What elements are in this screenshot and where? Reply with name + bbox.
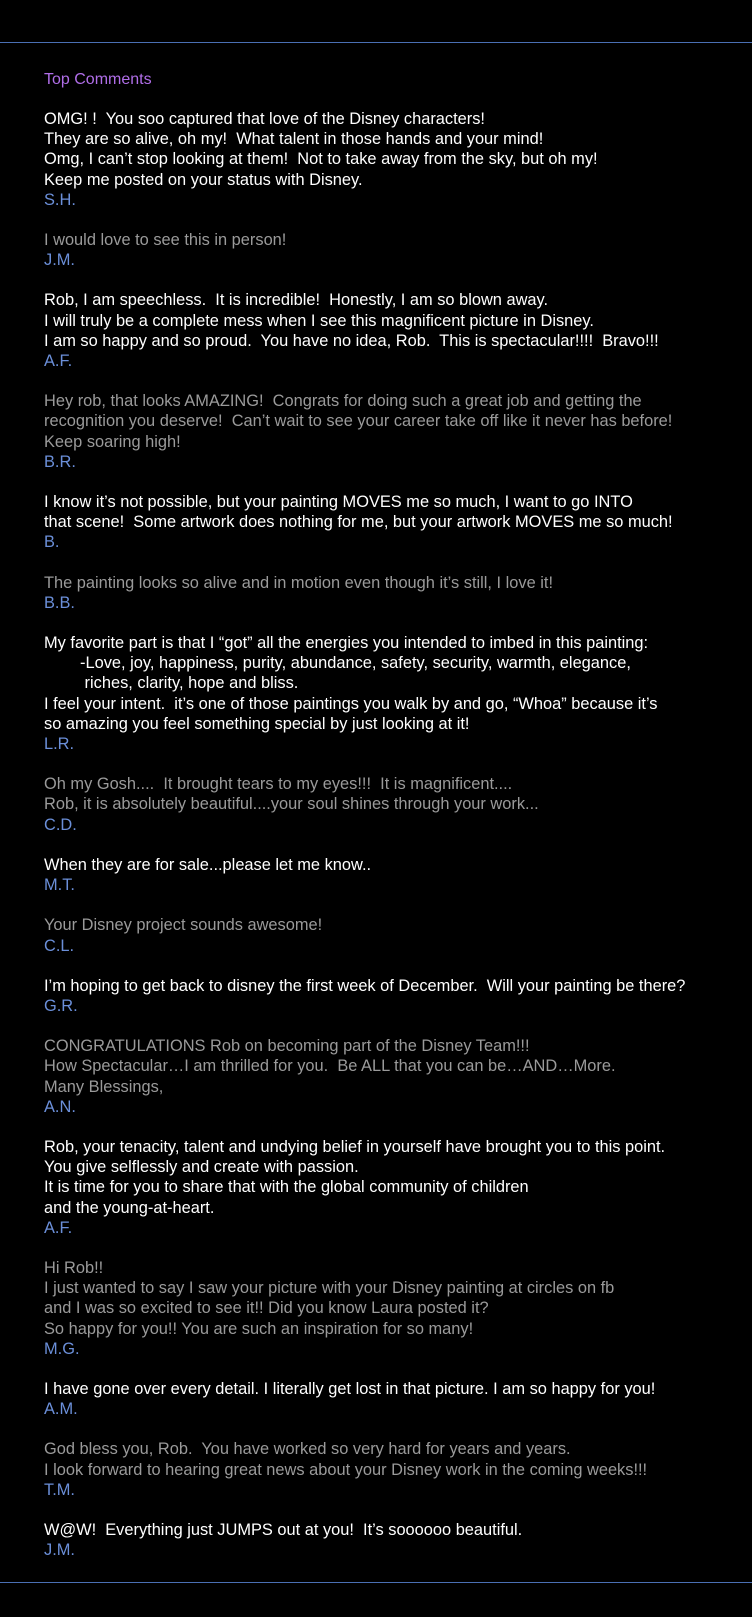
comment-author: A.N. — [44, 1097, 76, 1116]
comment-text-line: You give selflessly and create with passion. — [44, 1158, 359, 1177]
comment-author: J.M. — [44, 1541, 75, 1560]
comment-author: T.M. — [44, 1480, 75, 1499]
comment-item — [44, 915, 749, 955]
comment-text-line: Rob, your tenacity, talent and undying belief in yourself have brought you to this point. — [44, 1137, 666, 1156]
comment-text-line: I would love to see this in person! — [44, 231, 287, 250]
comment-text-line: I just wanted to say I saw your picture with your Disney painting at circles on fb — [44, 1279, 615, 1298]
comment-text-line: Oh my Gosh.... It brought tears to my eyes!!! It is magnificent.... — [44, 775, 513, 794]
comment-item — [44, 855, 749, 895]
bottom-divider — [0, 1582, 752, 1583]
comments-list — [44, 109, 749, 1580]
comment-item — [44, 1137, 749, 1238]
section-heading: Top Comments — [44, 71, 152, 88]
comment-text-line: I am so happy and so proud. You have no idea, Rob. This is spectacular!!!! Bravo!!! — [44, 331, 659, 350]
comment-text-line: -Love, joy, happiness, purity, abundance, safety, security, warmth, elegance, — [80, 654, 631, 673]
comment-author: C.D. — [44, 815, 77, 834]
comment-text-line: riches, clarity, hope and bliss. — [80, 674, 299, 693]
comment-item — [44, 492, 749, 553]
comment-text-line: Keep me posted on your status with Disney. — [44, 170, 363, 189]
comment-text-line: I know it’s not possible, but your painting MOVES me so much, I want to go INTO — [44, 493, 633, 512]
comment-text-line: CONGRATULATIONS Rob on becoming part of the Disney Team!!! — [44, 1037, 530, 1056]
comment-text-line: When they are for sale...please let me know.. — [44, 855, 372, 874]
comment-author: M.T. — [44, 876, 75, 895]
comment-text-line: How Spectacular…I am thrilled for you. Be ALL that you can be…AND…More. — [44, 1057, 616, 1076]
comment-text-line: I will truly be a complete mess when I see this magnificent picture in Disney. — [44, 311, 594, 330]
comment-author: L.R. — [44, 735, 75, 754]
comment-author: S.H. — [44, 190, 76, 209]
comment-text-line: Rob, it is absolutely beautiful....your soul shines through your work... — [44, 795, 539, 814]
comment-item — [44, 1258, 749, 1359]
comment-text-line: Many Blessings, — [44, 1077, 164, 1096]
comment-author: A.F. — [44, 1218, 73, 1237]
comment-text-line: OMG! ! You soo captured that love of the Disney characters! — [44, 110, 485, 128]
comment-item — [44, 1439, 749, 1500]
comment-text-line: so amazing you feel something special by just looking at it! — [44, 714, 470, 733]
comment-author: M.G. — [44, 1339, 80, 1358]
comment-text-line: My favorite part is that I “got” all the energies you intended to imbed in this painting: — [44, 634, 649, 653]
comment-text-line: Keep soaring high! — [44, 432, 181, 451]
comment-item — [44, 633, 749, 754]
comment-text-line: Hi Rob!! — [44, 1258, 104, 1277]
comment-text-line: Hey rob, that looks AMAZING! Congrats for doing such a great job and getting the — [44, 392, 642, 411]
comment-text-line: I feel your intent. it’s one of those paintings you walk by and go, “Whoa” because it’s — [44, 694, 658, 713]
comment-item — [44, 1379, 749, 1419]
comment-author: B.R. — [44, 452, 76, 471]
comment-item — [44, 230, 749, 270]
comment-item — [44, 1036, 749, 1117]
comment-text-line: I’m hoping to get back to disney the first week of December. Will your painting be there? — [44, 976, 686, 995]
comment-item — [44, 976, 749, 1016]
comment-text-line: and the young-at-heart. — [44, 1198, 215, 1217]
comment-author: B. — [44, 533, 60, 552]
comment-text-line: God bless you, Rob. You have worked so very hard for years and years. — [44, 1440, 571, 1459]
comment-item — [44, 1520, 749, 1560]
comment-author: B.B. — [44, 593, 75, 612]
comment-author: A.F. — [44, 352, 73, 371]
comment-text-line: They are so alive, oh my! What talent in those hands and your mind! — [44, 130, 544, 149]
comment-text-line: I have gone over every detail. I literally get lost in that picture. I am so happy for you! — [44, 1379, 656, 1398]
comment-item — [44, 774, 749, 835]
comment-item — [44, 290, 749, 371]
comment-text-line: So happy for you!! You are such an inspiration for so many! — [44, 1319, 474, 1338]
top-divider — [0, 42, 752, 43]
comment-text-line: W@W! Everything just JUMPS out at you! It’s soooooo beautiful. — [44, 1520, 523, 1539]
comment-author: C.L. — [44, 936, 75, 955]
comment-author: A.M. — [44, 1400, 78, 1419]
comment-author: J.M. — [44, 251, 75, 270]
comment-text-line: that scene! Some artwork does nothing for me, but your artwork MOVES me so much! — [44, 513, 673, 532]
comment-item — [44, 391, 749, 472]
comment-text-line: I look forward to hearing great news about your Disney work in the coming weeks!!! — [44, 1460, 648, 1479]
comment-text-line: and I was so excited to see it!! Did you know Laura posted it? — [44, 1299, 489, 1318]
comment-text-line: Rob, I am speechless. It is incredible! Honestly, I am so blown away. — [44, 291, 549, 310]
comment-text-line: It is time for you to share that with the global community of children — [44, 1178, 529, 1197]
comment-text-line: Your Disney project sounds awesome! — [44, 916, 323, 935]
comment-text-line: recognition you deserve! Can’t wait to see your career take off like it never has before! — [44, 412, 673, 431]
comment-item — [44, 109, 749, 210]
comment-text-line: The painting looks so alive and in motion even though it’s still, I love it! — [44, 573, 554, 592]
comment-author: G.R. — [44, 996, 78, 1015]
comment-item — [44, 573, 749, 613]
comment-text-line: Omg, I can’t stop looking at them! Not to take away from the sky, but oh my! — [44, 150, 598, 169]
